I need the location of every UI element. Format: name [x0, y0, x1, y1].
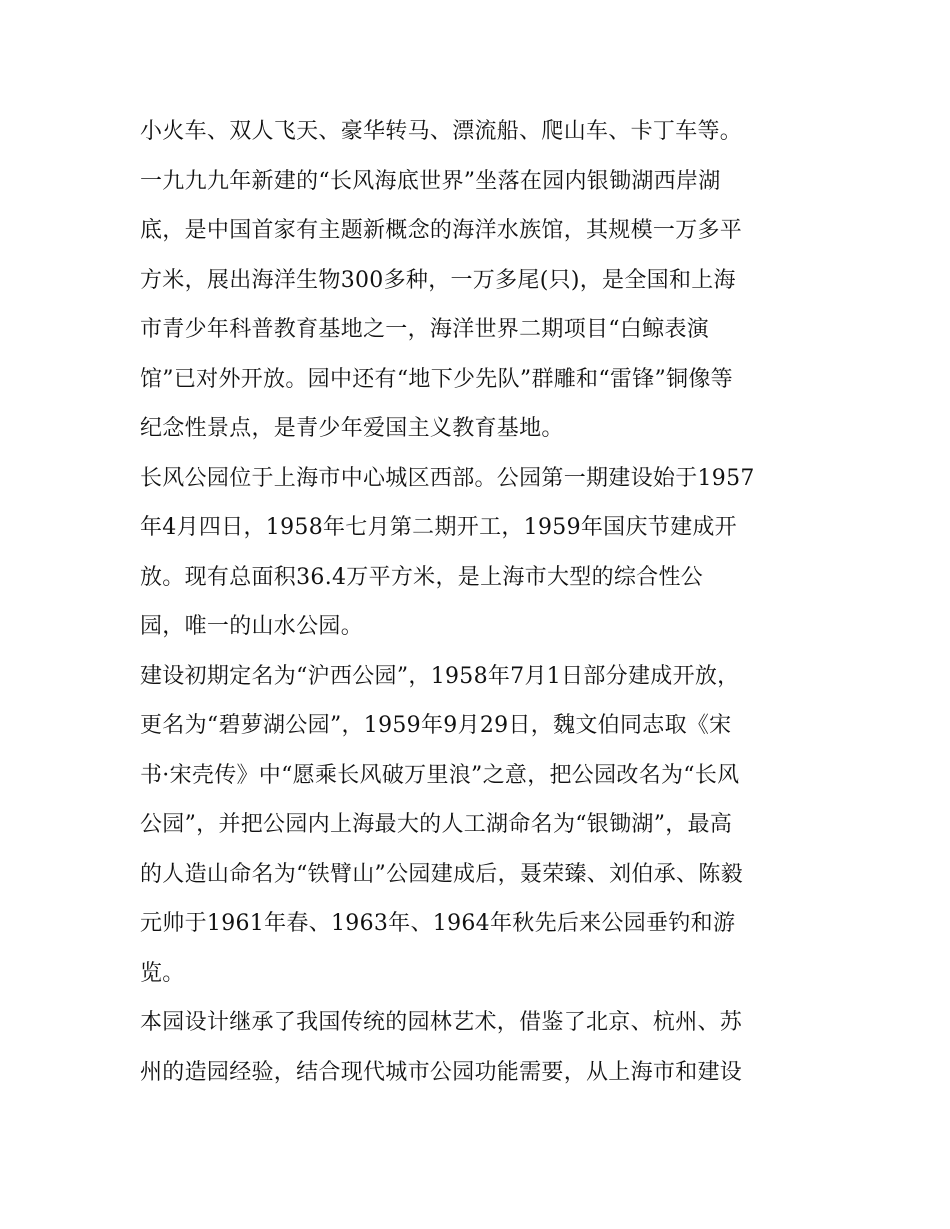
text-line: 本园设计继承了我国传统的园林艺术，借鉴了北京、杭州、苏	[140, 1010, 743, 1035]
document-body	[140, 107, 820, 1097]
text-line: 建设初期定名为“沪西公园”，1958年7月1日部分建成开放，	[140, 663, 740, 689]
text-line: 一九九九年新建的“长风海底世界”坐落在园内银锄湖西岸湖	[140, 168, 721, 194]
paragraph-4	[140, 998, 820, 1097]
text-line: 年4月四日，1958年七月第二期开工，1959年国庆节建成开	[140, 515, 737, 540]
text-line: 底，是中国首家有主题新概念的海洋水族馆，其规模一万多平	[140, 218, 743, 243]
text-line: 公园”，并把公园内上海最大的人工湖命名为“银锄湖”，最高	[140, 812, 733, 837]
text-line: 馆”已对外开放。园中还有“地下少先队”群雕和“雷锋”铜像等	[140, 366, 733, 392]
text-line: 的人造山命名为“铁臂山”公园建成后，聂荣臻、刘伯承、陈毅	[140, 861, 743, 887]
paragraph-2	[140, 454, 820, 652]
text-line: 更名为“碧萝湖公园”，1959年9月29日，魏文伯同志取《宋	[140, 713, 732, 738]
paragraph-3	[140, 652, 820, 999]
text-line: 小火车、双人飞天、豪华转马、漂流船、爬山车、卡丁车等。	[140, 119, 743, 144]
text-line: 州的造园经验，结合现代城市公园功能需要，从上海市和建设	[140, 1059, 743, 1085]
text-line: 放。现有总面积36.4万平方米，是上海市大型的综合性公	[140, 564, 704, 590]
text-line: 览。	[140, 960, 185, 986]
text-line: 书·宋壳传》中“愿乘长风破万里浪”之意，把公园改名为“长风	[140, 762, 740, 788]
text-line: 园，唯一的山水公园。	[140, 614, 364, 639]
text-line: 方米，展出海洋生物300多种，一万多尾(只)，是全国和上海	[140, 267, 736, 293]
text-line: 长风公园位于上海市中心城区西部。公园第一期建设始于1957	[140, 465, 755, 491]
paragraph-1	[140, 107, 820, 454]
text-line: 市青少年科普教育基地之一，海洋世界二期项目“白鲸表演	[140, 317, 710, 342]
text-line: 元帅于1961年春、1963年、1964年秋先后来公园垂钓和游	[140, 911, 736, 936]
text-line: 纪念性景点，是青少年爱国主义教育基地。	[140, 416, 564, 441]
